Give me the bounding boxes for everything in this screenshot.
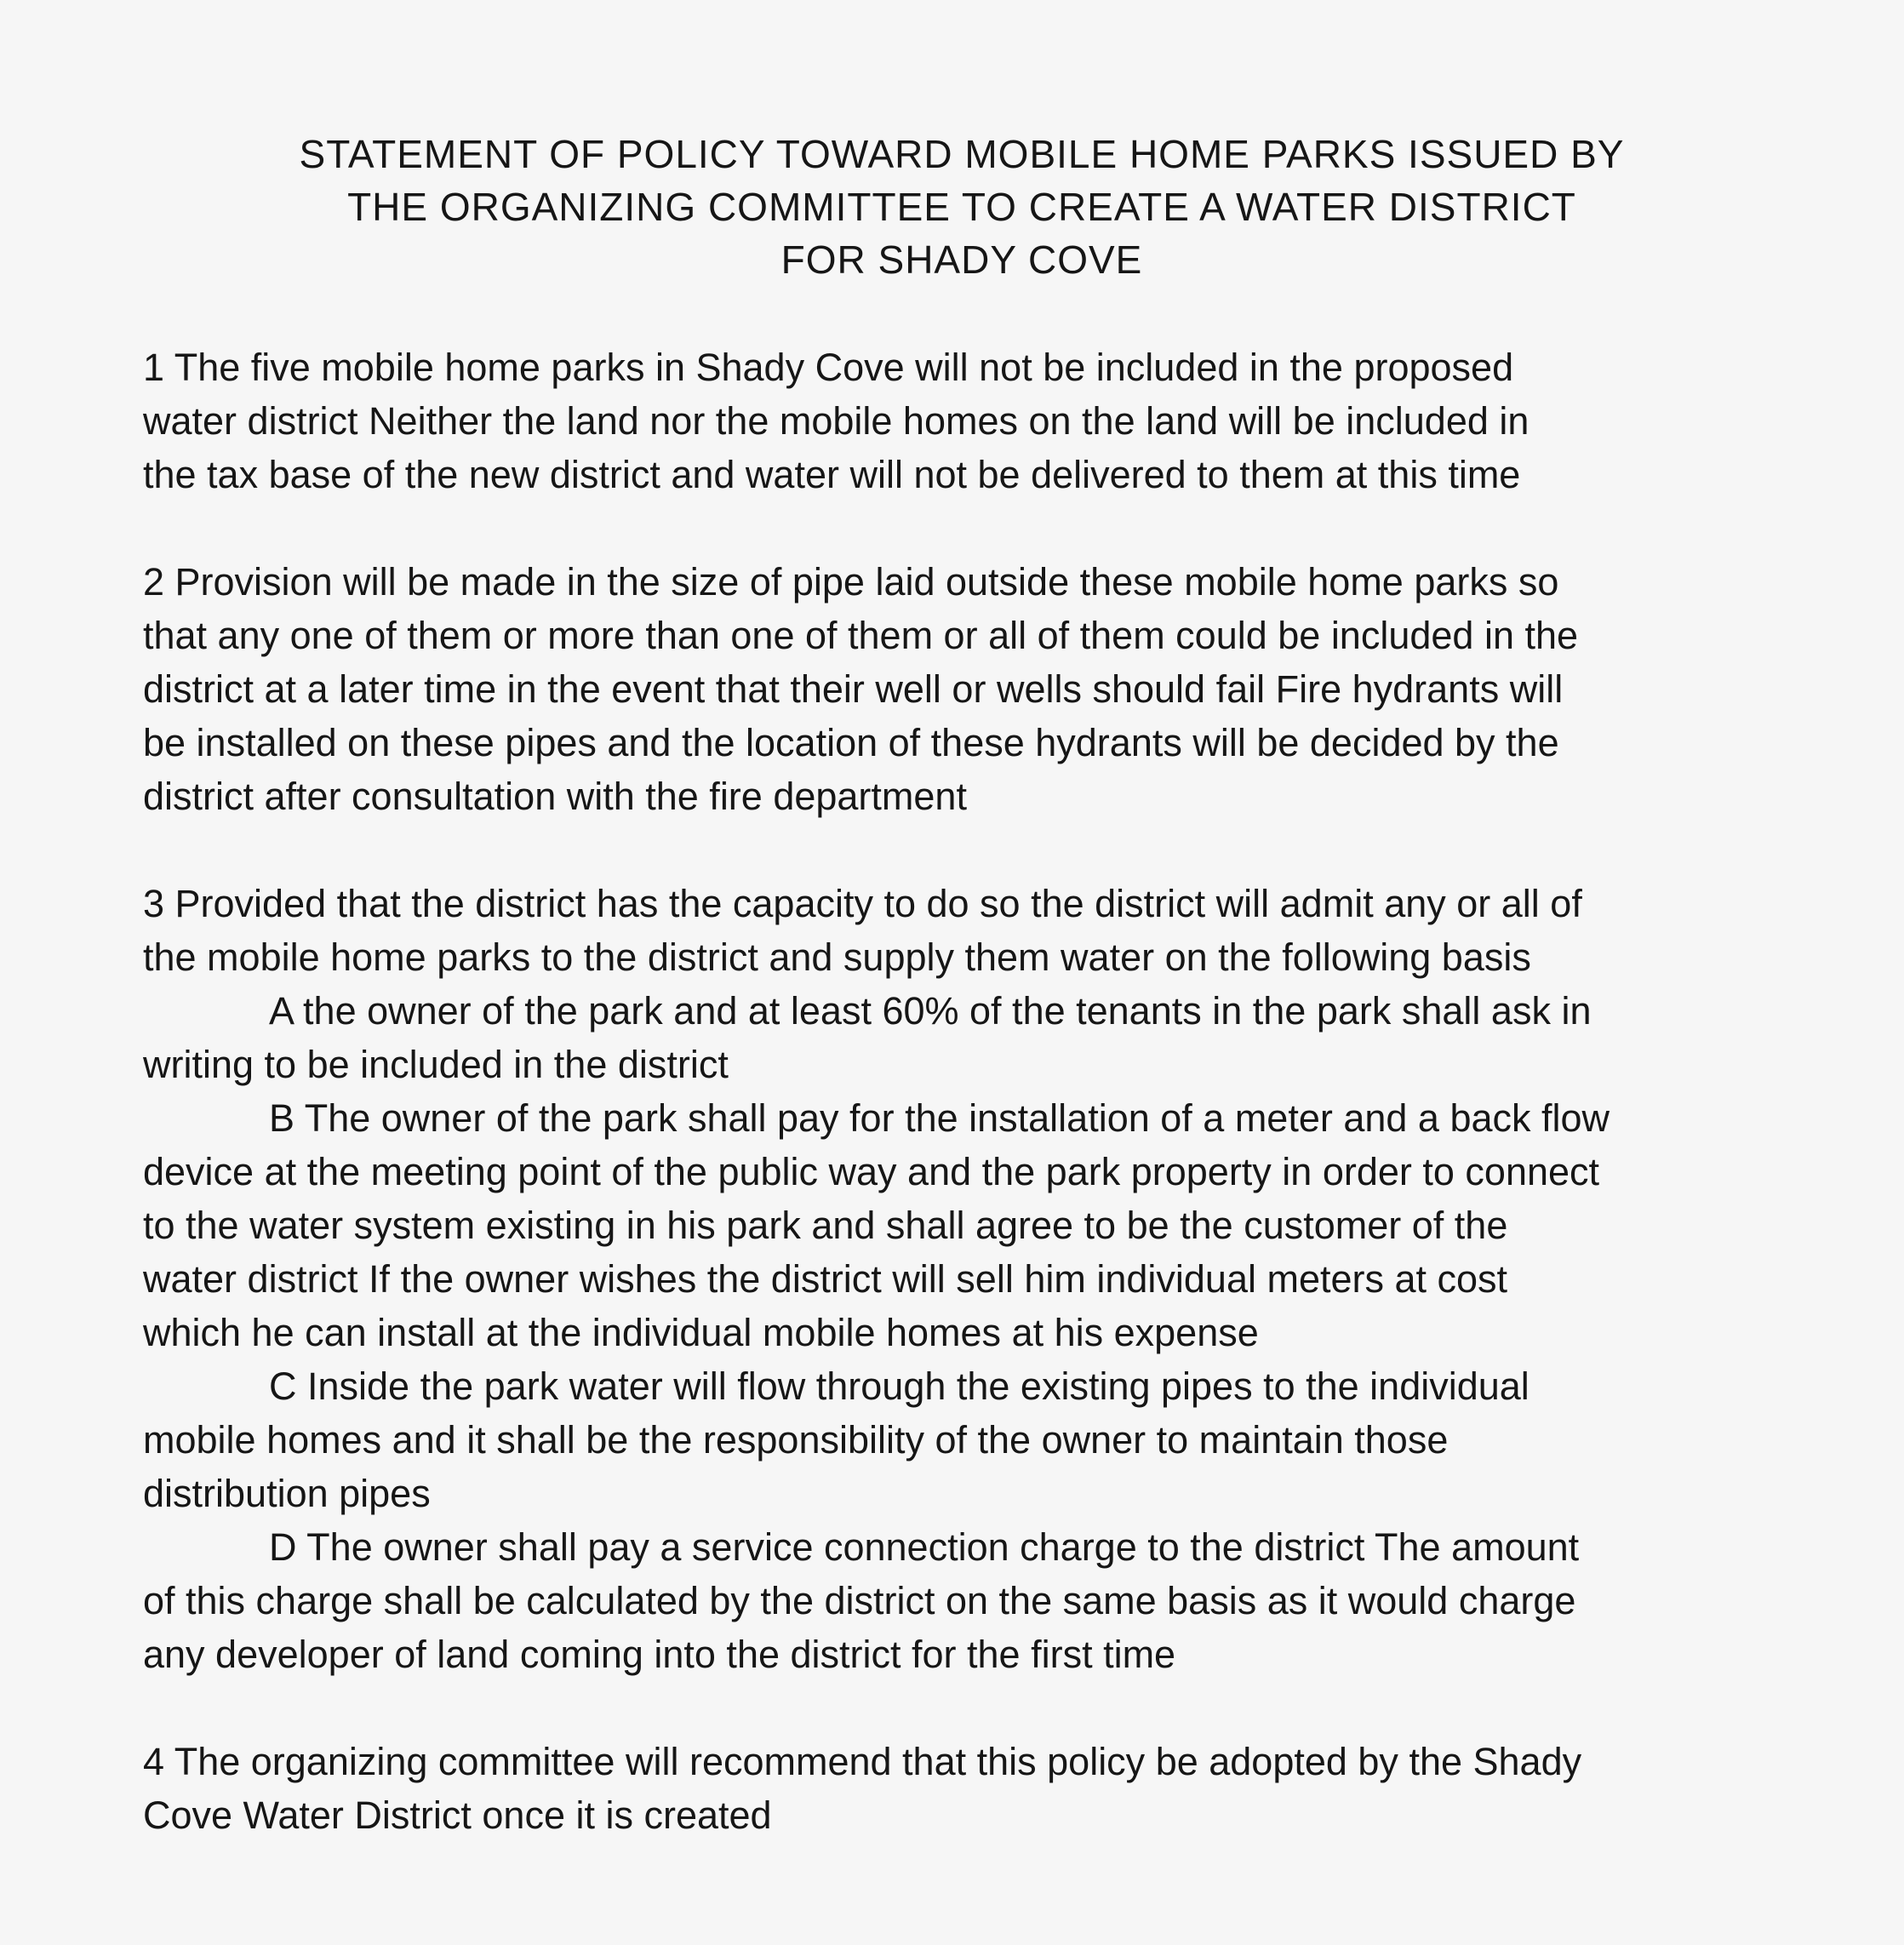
paragraph-line: district after consultation with the fire department (143, 775, 967, 818)
paragraph-gap (143, 1681, 1794, 1735)
paragraph-gap (143, 823, 1794, 877)
paragraph-line: the mobile home parks to the district and supply them water on the following basis (143, 935, 1531, 979)
paragraph-gap (143, 501, 1794, 555)
paragraph-line: the tax base of the new district and water will not be delivered to them at this time (143, 453, 1521, 496)
subitem-line: any developer of land coming into the district for the first time (143, 1633, 1176, 1676)
subitem-d (143, 1520, 1794, 1681)
subitem-first-line: B The owner of the park shall pay for the installation of a meter and a back flow (269, 1096, 1610, 1140)
subitem-line: distribution pipes (143, 1472, 431, 1515)
subitem-line: water district If the owner wishes the district will sell him individual meters at cost (143, 1257, 1508, 1301)
document-body (143, 340, 1794, 1842)
title-line-1: STATEMENT OF POLICY TOWARD MOBILE HOME PARKS ISSUED BY (299, 132, 1625, 176)
paragraph-1 (143, 340, 1794, 501)
paragraph-line: district at a later time in the event that their well or wells should fail Fire hydrants will (143, 667, 1564, 711)
paragraph-4 (143, 1735, 1794, 1842)
paragraph-line: Cove Water District once it is created (143, 1793, 772, 1837)
paragraph-line: be installed on these pipes and the location of these hydrants will be decided by the (143, 721, 1559, 764)
subitem-first-line: D The owner shall pay a service connection charge to the district The amount (269, 1525, 1580, 1569)
subitem-line: device at the meeting point of the public way and the park property in order to connect (143, 1150, 1600, 1193)
title-line-3: FOR SHADY COVE (780, 237, 1143, 282)
document-title (255, 128, 1668, 286)
paragraph-line: 2 Provision will be made in the size of pipe laid outside these mobile home parks so (143, 560, 1559, 604)
paragraph-line: water district Neither the land nor the mobile homes on the land will be included in (143, 399, 1529, 443)
subitem-a (143, 984, 1794, 1091)
subitem-first-line: A the owner of the park and at least 60% of the tenants in the park shall ask in (269, 989, 1592, 1033)
subitem-line: writing to be included in the district (143, 1043, 729, 1086)
paragraph-line: 4 The organizing committee will recommend that this policy be adopted by the Shady (143, 1740, 1582, 1783)
paragraph-line: 3 Provided that the district has the capacity to do so the district will admit any or all of (143, 882, 1582, 925)
paragraph-line: that any one of them or more than one of them or all of them could be included in the (143, 614, 1579, 657)
subitem-b (143, 1091, 1794, 1359)
subitem-line: of this charge shall be calculated by the district on the same basis as it would charge (143, 1579, 1576, 1622)
paragraph-2 (143, 555, 1794, 823)
paragraph-3 (143, 877, 1794, 1681)
subitem-c (143, 1359, 1794, 1520)
subitem-line: to the water system existing in his park and shall agree to be the customer of the (143, 1204, 1508, 1247)
subitem-line: mobile homes and it shall be the responsibility of the owner to maintain those (143, 1418, 1449, 1462)
paragraph-line: 1 The five mobile home parks in Shady Cove will not be included in the proposed (143, 346, 1514, 389)
title-line-2: THE ORGANIZING COMMITTEE TO CREATE A WATER DISTRICT (347, 185, 1576, 229)
subitem-line: which he can install at the individual mobile homes at his expense (143, 1311, 1259, 1354)
subitem-first-line: C Inside the park water will flow through the existing pipes to the individual (269, 1364, 1529, 1408)
